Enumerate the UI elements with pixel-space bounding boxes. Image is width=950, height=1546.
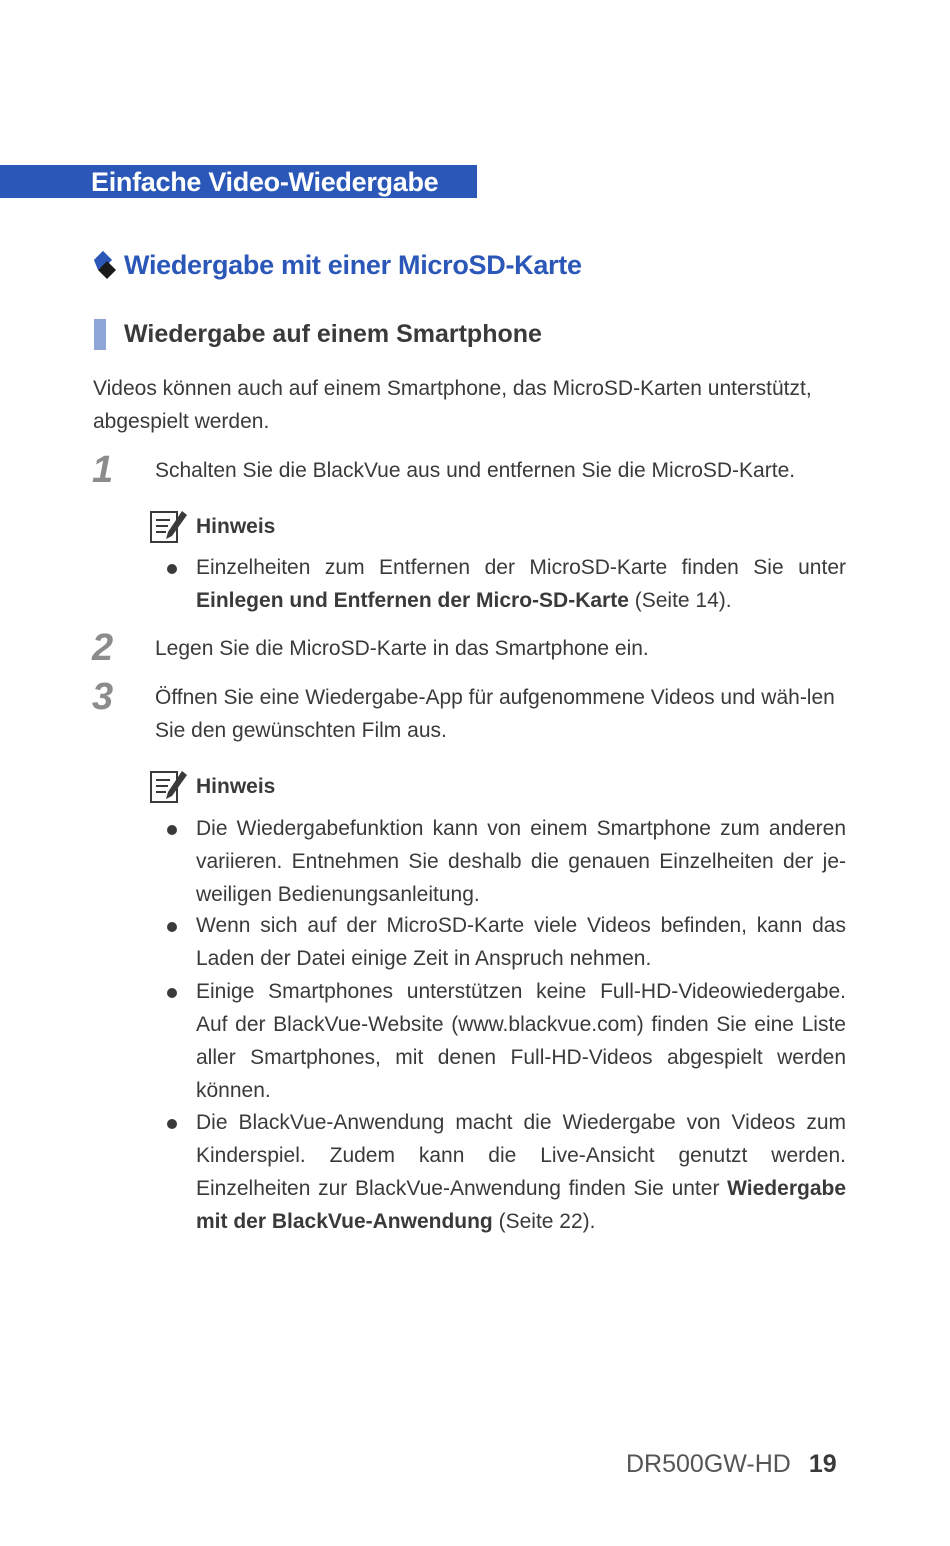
heading-2 [92, 245, 582, 285]
note-2-title: Hinweis [196, 775, 276, 798]
step-2-number: 2 [92, 627, 114, 669]
note-1-bullet [165, 551, 855, 617]
note-2-bullet [165, 975, 855, 1107]
note-2-header [150, 770, 275, 804]
bullet-dot [167, 825, 177, 835]
page-number: 19 [808, 1450, 837, 1478]
note-2-bullet-3-text: Einige Smartphones unterstützen keine Full-HD-Videowiedergabe. Auf der BlackVue-Website (www.blackvue.com) finden Sie eine Liste aller Smartphones, mit denen Full-HD-Videos abgespielt werden können. [196, 980, 846, 1102]
note-2-bullet-2-text: Wenn sich auf der MicroSD-Karte viele Videos befinden, kann das Laden der Datei einige Zeit in Anspruch nehmen. [196, 914, 846, 970]
step-3-text: Öffnen Sie eine Wiedergabe-App für aufgenommene Videos und wäh-len Sie den gewünschten Film aus. [155, 686, 835, 742]
bullet-dot [167, 922, 177, 932]
note-icon [150, 770, 188, 804]
step-1-text: Schalten Sie die BlackVue aus und entfernen Sie die MicroSD-Karte. [155, 459, 796, 482]
note-icon [150, 510, 188, 544]
note-2-bullet-1-text: Die Wiedergabefunktion kann von einem Smartphone zum anderen variieren. Entnehmen Sie deshalb die genauen Einzelheiten der je-weiligen Bedienungsanleitung. [196, 817, 846, 906]
step-3-number: 3 [92, 676, 114, 718]
diamond-bullet-icon [92, 249, 118, 281]
page-footer [626, 1450, 837, 1479]
intro-paragraph: Videos können auch auf einem Smartphone, das MicroSD-Karten unterstützt, abgespielt werden. [93, 377, 812, 433]
step-2-text: Legen Sie die MicroSD-Karte in das Smartphone ein. [155, 637, 649, 660]
bullet-dot [167, 1119, 177, 1129]
step-1-number: 1 [92, 449, 114, 491]
heading-3-text: Wiedergabe auf einem Smartphone [124, 319, 542, 348]
heading-3 [94, 318, 542, 350]
heading-2-text: Wiedergabe mit einer MicroSD-Karte [124, 249, 582, 280]
note-1-header [150, 510, 275, 544]
note-1-bullet-text: Einzelheiten zum Entfernen der MicroSD-Karte finden Sie unter Einlegen und Entfernen der Micro-SD-Karte (Seite 14). [196, 556, 846, 612]
model-name: DR500GW-HD [626, 1450, 791, 1478]
note-2-bullet-4-text: Die BlackVue-Anwendung macht die Wiedergabe von Videos zum Kinderspiel. Zudem kann die Live-Ansicht genutzt werden. Einzelheiten zur BlackVue-Anwendung finden Sie unter Wiedergabe mit der BlackVue-Anwendung (Seite 22). [196, 1111, 846, 1233]
note-2-bullet [165, 909, 855, 975]
note-2-bullet [165, 1106, 855, 1238]
heading-bar [94, 319, 106, 350]
bullet-dot [167, 988, 177, 998]
section-banner [0, 165, 477, 198]
note-2-bullet [165, 812, 855, 911]
section-title: Einfache Video-Wiedergabe [91, 167, 439, 197]
bullet-dot [167, 564, 177, 574]
note-1-title: Hinweis [196, 515, 276, 538]
